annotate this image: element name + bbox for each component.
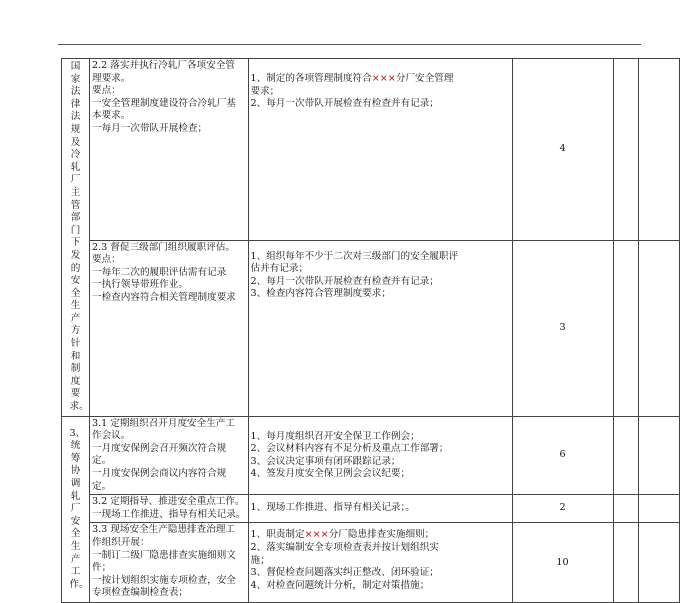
table-row — [62, 523, 680, 603]
score-cell — [512, 59, 613, 241]
criteria-cell — [248, 416, 512, 495]
criteria-item: 4、签发月度安全保卫例会会议纪要； — [250, 468, 411, 480]
criteria-item: 1、制定的各项管理制度符合×××分厂安全管理 — [250, 73, 454, 84]
criteria-item: 1、职责制定×××分厂隐患排查实施细则； — [250, 529, 435, 541]
score-value: 6 — [559, 449, 566, 461]
requirement-line: 一每年二次的履职评估需有记录 — [92, 266, 227, 278]
criteria-item: 2、落实编制安全专项检查表并按计划组织实 — [250, 541, 439, 553]
header-rule — [58, 44, 641, 45]
criteria-cell — [248, 240, 512, 416]
requirement-line: 一制订二级厂隐患排查实施细则文 — [92, 549, 236, 561]
requirement-cell — [90, 523, 249, 603]
criteria-item: 2、会议材料内容有不足分析及重点工作部署； — [250, 443, 449, 455]
requirement-cell — [90, 59, 249, 241]
requirement-line: 3.2 定期指导、推进安全重点工作。 — [92, 496, 245, 508]
requirement-line: 一月度安保例会召开频次符合规 — [92, 442, 227, 454]
empty-cell — [638, 59, 679, 241]
empty-cell — [638, 495, 679, 523]
criteria-item: 4、对检查问题统计分析，制定对策措施； — [250, 579, 430, 591]
requirement-line: 一月度安保例会商议内容符合规 — [92, 468, 227, 479]
criteria-item: 要求； — [250, 85, 280, 97]
criteria-item: 3、检查内容符合管理制度要求； — [250, 288, 391, 300]
empty-cell — [613, 523, 638, 603]
criteria-item: 3、督促检查问题落实纠正整改、闭环验证； — [250, 567, 439, 579]
requirement-line: 本要求。 — [92, 110, 131, 122]
criteria-item: 估并有记录； — [250, 263, 309, 275]
score-cell — [512, 416, 613, 495]
requirement-cell — [90, 495, 249, 523]
requirement-line: 要点： — [92, 254, 121, 266]
requirement-line: 一现场工作推进、指导有相关记录。 — [92, 508, 246, 520]
table-row — [62, 495, 680, 523]
empty-cell — [613, 59, 638, 241]
empty-cell — [638, 240, 679, 416]
criteria-item: 1、现场工作推进、指导有相关记录；。 — [250, 502, 415, 514]
category-text: 3、统筹协调轧厂安全生产工作。 — [69, 427, 89, 590]
requirement-line: 一执行领导带班作业。 — [92, 279, 188, 291]
criteria-item: 1、每月度组织召开安全保卫工作例会； — [250, 430, 420, 442]
category-cell — [62, 416, 90, 603]
requirement-line: 件； — [92, 562, 112, 574]
assessment-table — [61, 58, 680, 603]
requirement-line: 专项检查编制检查表； — [92, 587, 188, 599]
criteria-item: 2、每月一次带队开展检查有检查并有记录； — [250, 275, 439, 287]
empty-cell — [638, 416, 679, 495]
score-value: 10 — [556, 556, 569, 568]
criteria-item: 1、组织每年不少于二次对三级部门的安全履职评 — [250, 250, 459, 262]
requirement-line: 一每月一次带队开展检查； — [92, 122, 208, 134]
score-value: 4 — [559, 143, 566, 155]
score-cell — [512, 240, 613, 416]
criteria-item: 施； — [250, 554, 270, 566]
requirement-cell — [90, 416, 249, 495]
requirement-line: 3.1 定期组织召开月度安全生产工 — [92, 417, 236, 429]
criteria-cell — [248, 495, 512, 523]
requirement-line: 定。 — [92, 480, 112, 492]
redacted-mark: ××× — [304, 529, 329, 541]
category-text: 国家法律法规及冷轧厂主管部门下发的安全生产方针和制度要求。 — [69, 61, 89, 413]
requirement-line: 定。 — [92, 455, 112, 467]
requirement-line: 作会议。 — [92, 430, 131, 442]
score-value: 2 — [559, 502, 566, 514]
criteria-cell — [248, 59, 512, 241]
redacted-mark: ××× — [371, 73, 396, 84]
table-row — [62, 416, 680, 495]
requirement-line: 要点： — [92, 85, 121, 97]
criteria-item: 3、会议决定事项有闭环跟踪记录； — [250, 455, 401, 467]
score-cell — [512, 523, 613, 603]
criteria-cell — [248, 523, 512, 603]
category-cell — [62, 59, 90, 417]
empty-cell — [638, 523, 679, 603]
criteria-item: 2、每月一次带队开展检查有检查并有记录； — [250, 98, 439, 110]
requirement-line: 一按计划组织实施专项检查，安全 — [92, 574, 236, 586]
score-cell — [512, 495, 613, 523]
empty-cell — [613, 240, 638, 416]
requirement-cell — [90, 240, 249, 416]
requirement-line: 2.3 督促三级部门组织履职评估。 — [92, 241, 236, 253]
requirement-line: 作组织开展： — [92, 536, 150, 548]
empty-cell — [613, 495, 638, 523]
score-value: 3 — [559, 321, 566, 333]
empty-cell — [613, 416, 638, 495]
requirement-line: 3.3 现场安全生产隐患排查治理工 — [92, 524, 236, 536]
requirement-line: 一安全管理制度建设符合冷轧厂基 — [92, 97, 236, 109]
table-row — [62, 240, 680, 416]
requirement-line: 2.2 落实并执行冷轧厂各项安全管 — [92, 60, 236, 71]
requirement-line: 理要求。 — [92, 72, 131, 84]
table-row — [62, 59, 680, 241]
requirement-line: 一检查内容符合相关管理制度要求 — [92, 292, 236, 304]
